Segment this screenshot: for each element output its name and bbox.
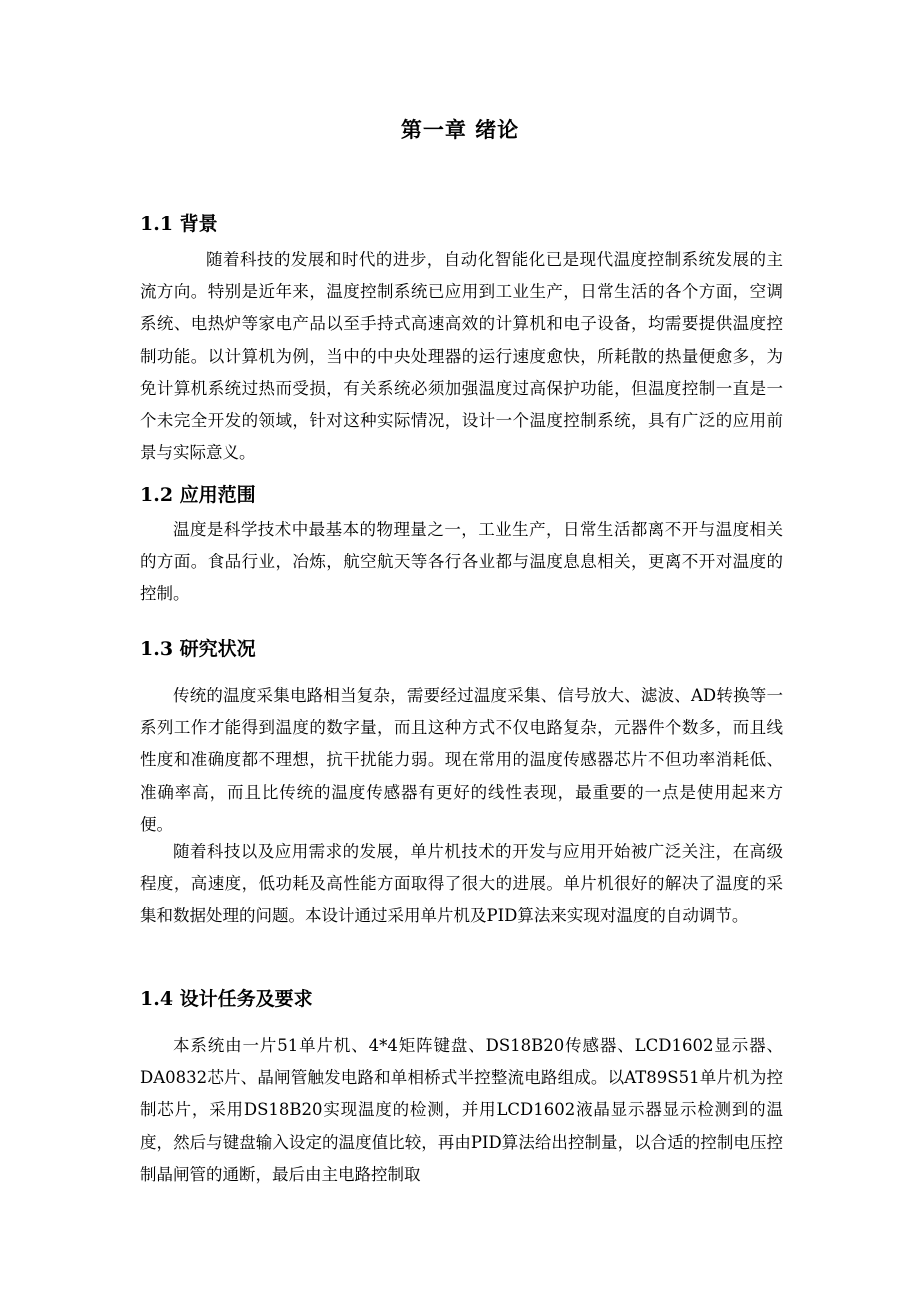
application-scope-paragraph: 温度是科学技术中最基本的物理量之一，工业生产，日常生活都离不开与温度相关的方面。食品行业，冶炼，航空航天等各行各业都与温度息息相关，更离不开对温度的控制。 — [140, 520, 783, 604]
section-heading-design-tasks: 1.4 设计任务及要求 — [140, 988, 313, 1010]
section-heading-application-scope: 1.2 应用范围 — [140, 484, 256, 506]
section-heading-background: 1.1 背景 — [140, 213, 218, 235]
research-status-paragraph-1: 传统的温度采集电路相当复杂，需要经过温度采集、信号放大、滤波、AD转换等一系列工作才能得到温度的数字量，而且这种方式不仅电路复杂，元器件个数多，而且线性度和准确度都不理想，抗干扰能力弱。现在常用的温度传感器芯片不但功率消耗低、准确率高，而且比传统的温度传感器有更好的线性表现，最重要的一点是使用起来方便。 — [140, 686, 783, 834]
background-paragraph: 随着科技的发展和时代的进步，自动化智能化已是现代温度控制系统发展的主流方向。特别是近年来，温度控制系统已应用到工业生产，日常生活的各个方面，空调系统、电热炉等家电产品以至手持式高速高效的计算机和电子设备，均需要提供温度控制功能。以计算机为例，当中的中央处理器的运行速度愈快，所耗散的热量便愈多，为免计算机系统过热而受损，有关系统必须加强温度过高保护功能，但温度控制一直是一个未完全开发的领域，针对这种实际情况，设计一个温度控制系统，具有广泛的应用前景与实际意义。 — [140, 250, 783, 463]
research-status-paragraph-2: 随着科技以及应用需求的发展，单片机技术的开发与应用开始被广泛关注，在高级程度，高速度，低功耗及高性能方面取得了很大的进展。单片机很好的解决了温度的采集和数据处理的问题。本设计通过采用单片机及PID算法来实现对温度的自动调节。 — [140, 842, 783, 926]
design-tasks-paragraph: 本系统由一片51单片机、4*4矩阵键盘、DS18B20传感器、LCD1602显示器、DA0832芯片、晶闸管触发电路和单相桥式半控整流电路组成。以AT89S51单片机为控制芯片，采用DS18B20实现温度的检测，并用LCD1602液晶显示器显示检测到的温度，然后与键盘输入设定的温度值比较，再由PID算法给出控制量，以合适的控制电压控制晶闸管的通断，最后由主电路控制取 — [140, 1036, 783, 1184]
chapter-title: 第一章 绪论 — [400, 117, 520, 142]
section-heading-research-status: 1.3 研究状况 — [140, 638, 256, 660]
